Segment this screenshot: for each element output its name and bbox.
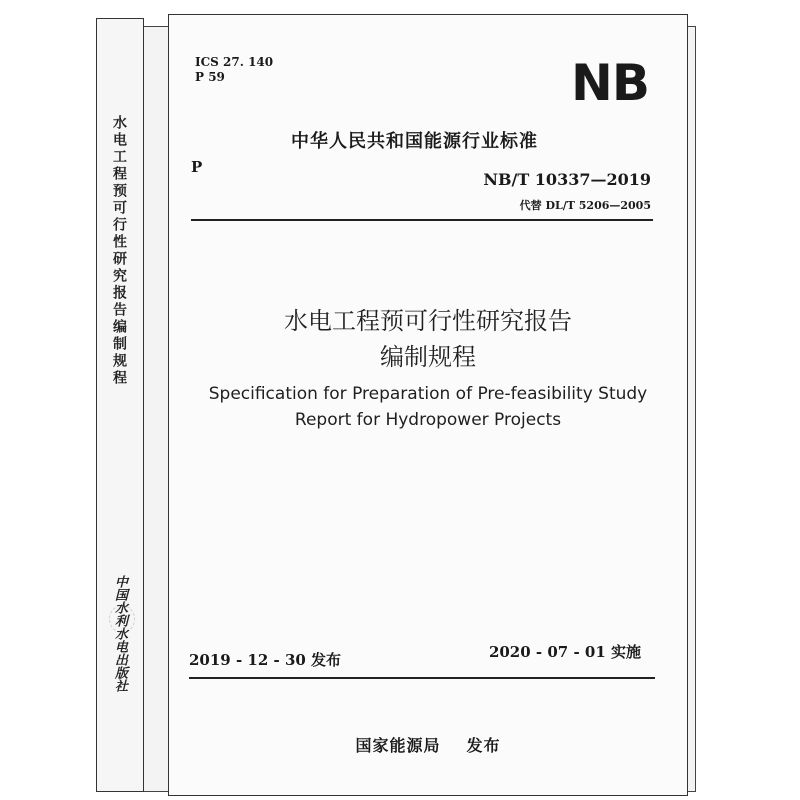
title-english — [169, 381, 687, 433]
issuer-action: 发布 — [466, 736, 501, 755]
issuer-name: 国家能源局 — [355, 736, 441, 755]
bottom-divider — [189, 677, 655, 679]
title-chinese-line-1: 水电工程预可行性研究报告 — [284, 307, 572, 335]
implementation-date: 2020 - 07 - 01 实施 — [488, 643, 641, 661]
ccs-code: P 59 — [195, 70, 225, 84]
top-divider — [191, 219, 653, 221]
classification-letter: P — [191, 158, 203, 176]
issue-date: 2019 - 12 - 30 发布 — [189, 651, 342, 669]
spine-publisher: 中国水利水电出版社 — [112, 575, 127, 692]
ics-code: ICS 27. 140 — [195, 55, 274, 69]
front-cover — [168, 14, 688, 796]
standard-number: NB/T 10337—2019 — [483, 170, 651, 189]
title-chinese-line-2: 编制规程 — [380, 343, 476, 371]
title-english-line-1: Specification for Preparation of Pre-feasibility Study — [208, 384, 648, 404]
spine-title: 水电工程预可行性研究报告编制规程 — [111, 115, 127, 387]
classification-codes — [195, 55, 273, 85]
replaces-standard: 代替 DL/T 5206—2005 — [519, 199, 651, 212]
nb-logo: NB — [571, 54, 649, 112]
sector-title: 中华人民共和国能源行业标准 — [291, 131, 538, 152]
title-chinese — [169, 303, 687, 375]
title-english-line-2: Report for Hydropower Projects — [294, 410, 562, 430]
book-spine — [96, 18, 144, 792]
issuer-line — [169, 733, 687, 756]
